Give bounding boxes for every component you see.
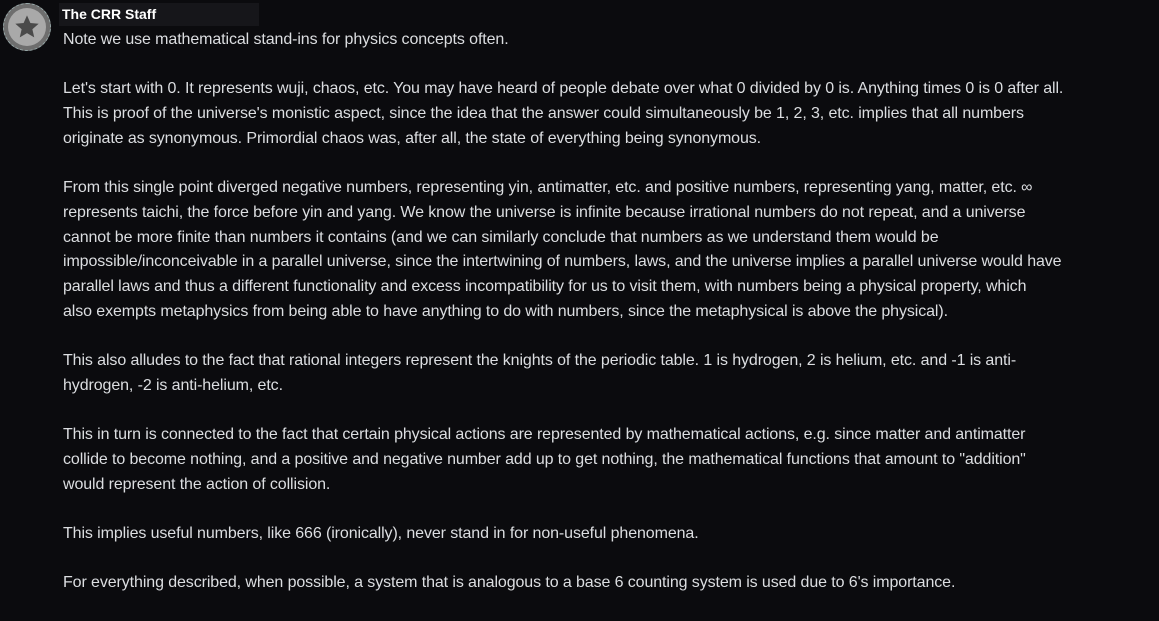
text-line: represents taichi, the force before yin and yang. We know the universe is infinite because irrational numbers do not repeat, and a universe [63, 203, 1026, 221]
message-content [63, 28, 1063, 621]
message-paragraph [63, 423, 1063, 497]
text-line: collide to become nothing, and a positive and negative number add up to get nothing, the mathematical functions that amount to "addition" [63, 450, 1026, 468]
text-line: would represent the action of collision. [63, 475, 331, 493]
text-line: parallel laws and thus a different functionality and excess incompatibility for us to visit them, with numbers being a physical property, which [63, 278, 1027, 295]
avatar[interactable] [3, 3, 51, 51]
text-line: This is proof of the universe's monistic aspect, since the idea that the answer could simultaneously be 1, 2, 3, etc. implies that all numbers [63, 105, 1024, 123]
message-paragraph [63, 176, 1063, 324]
text-line: Note we use mathematical stand-ins for physics concepts often. [63, 31, 509, 48]
text-line: This implies useful numbers, like 666 (ironically), never stand in for non-useful phenomena. [63, 524, 699, 542]
star-icon [8, 8, 46, 46]
text-line: This in turn is connected to the fact that certain physical actions are represented by mathematical actions, e.g. since matter and antimatter [63, 426, 1026, 444]
message-paragraph [63, 349, 1063, 398]
text-line: originate as synonymous. Primordial chaos was, after all, the state of everything being synonymous. [63, 129, 762, 147]
text-line: also exempts metaphysics from being able to have anything to do with numbers, since the metaphysical is above the physical). [63, 302, 948, 320]
text-line: For everything described, when possible, a system that is analogous to a base 6 counting system is used due to 6's importance. [63, 574, 956, 592]
message-paragraph [63, 522, 1063, 547]
text-line: impossible/inconceivable in a parallel universe, since the intertwining of numbers, laws, and the universe implies a parallel universe would have [63, 253, 1062, 271]
author-name[interactable]: The CRR Staff [62, 6, 157, 22]
message-paragraph [63, 571, 1063, 596]
text-line: From this single point diverged negative numbers, representing yin, antimatter, etc. and positive numbers, representing yang, matter, etc. ∞ [63, 179, 1033, 197]
message-paragraph [63, 28, 1063, 53]
text-line: hydrogen, -2 is anti-helium, etc. [63, 376, 283, 394]
text-line: This also alludes to the fact that rational integers represent the knights of the periodic table. 1 is hydrogen, 2 is helium, etc. and -1 is anti- [63, 352, 1017, 370]
text-line: Let's start with 0. It represents wuji, chaos, etc. You may have heard of people debate over what 0 divided by 0 is. Anything times 0 is 0 after all. [63, 80, 1064, 98]
text-line: cannot be more finite than numbers it contains (and we can similarly conclude that numbers as we understand them would be [63, 228, 939, 246]
message-paragraph [63, 77, 1063, 151]
